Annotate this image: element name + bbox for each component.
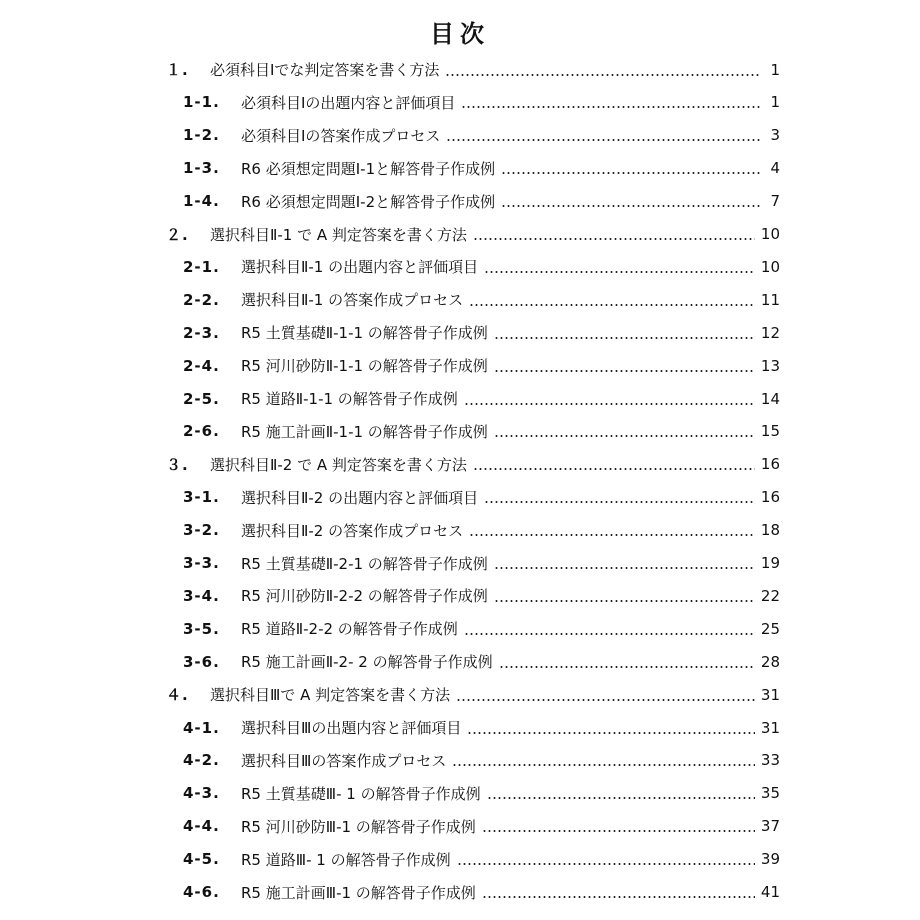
toc-entry-number: 1-1.	[183, 93, 220, 112]
dot-leader	[494, 567, 755, 569]
toc-entry-title: R6 必須想定問題Ⅰ-1と解答骨子作成例	[241, 159, 496, 178]
toc-entry-number: 4-6.	[183, 883, 220, 901]
toc-page-number: 16	[760, 455, 780, 474]
toc-entry-number: 1-3.	[183, 159, 220, 178]
toc-page-number: 18	[760, 521, 780, 540]
toc-entry-title: 選択科目Ⅲの出題内容と評価項目	[241, 719, 462, 737]
toc-entry-number: 3-6.	[183, 652, 220, 671]
toc-entry-title: R5 道路Ⅲ- 1 の解答骨子作成例	[241, 850, 451, 869]
toc-entry-number: ４.	[166, 686, 189, 705]
toc-entry-number: 2-5.	[183, 389, 220, 408]
dot-leader	[494, 600, 755, 602]
toc-page-number: 11	[760, 290, 780, 309]
toc-entry-number: 3-1.	[183, 488, 220, 507]
toc-page-number: 10	[760, 257, 780, 276]
toc-chapter-entry[interactable]	[0, 218, 920, 251]
toc-section-entry[interactable]	[0, 744, 920, 777]
toc-entry-number: 3-5.	[183, 619, 220, 638]
toc-section-entry[interactable]	[0, 514, 920, 547]
toc-entry-title: R5 土質基礎Ⅱ-1-1 の解答骨子作成例	[241, 324, 488, 343]
toc-entry-number: 2-4.	[183, 356, 220, 375]
dot-leader	[484, 271, 755, 273]
toc-section-entry[interactable]	[0, 349, 920, 382]
toc-chapter-entry[interactable]	[0, 448, 920, 481]
toc-entry-number: 2-2.	[183, 290, 220, 309]
toc-page-number: 19	[760, 554, 780, 572]
toc-section-entry[interactable]	[0, 579, 920, 612]
dot-leader	[452, 764, 755, 766]
toc-section-entry[interactable]	[0, 415, 920, 448]
dot-leader	[469, 304, 755, 306]
toc-section-entry[interactable]	[0, 876, 920, 909]
toc-page-number: 41	[760, 883, 780, 901]
toc-entry-title: R5 施工計画Ⅲ-1 の解答骨子作成例	[241, 883, 476, 902]
toc-entry-title: 必須科目Ⅰでな判定答案を書く方法	[210, 61, 440, 79]
dot-leader	[469, 534, 755, 536]
toc-page-number: 33	[760, 751, 780, 770]
toc-entry-title: 選択科目Ⅱ-1 で A 判定答案を書く方法	[210, 225, 467, 244]
toc-entry-number: 1-4.	[183, 192, 220, 211]
toc-page-number: 31	[760, 718, 780, 737]
toc-entry-number: 1-2.	[183, 126, 220, 145]
toc-page-number: 10	[760, 225, 780, 243]
toc-page-number: 28	[760, 652, 780, 671]
toc-entry-number: 4-1.	[183, 718, 220, 737]
toc-entry-title: R5 道路Ⅱ-1-1 の解答骨子作成例	[241, 390, 458, 408]
toc-entry-title: R5 河川砂防Ⅱ-2-2 の解答骨子作成例	[241, 587, 488, 606]
toc-entry-number: ２.	[166, 225, 189, 244]
toc-entry-title: R5 土質基礎Ⅱ-2-1 の解答骨子作成例	[241, 554, 488, 573]
toc-entry-title: R6 必須想定問題Ⅰ-2と解答骨子作成例	[241, 192, 496, 211]
dot-leader	[501, 205, 760, 207]
toc-entry-title: 選択科目Ⅱ-1 の出題内容と評価項目	[241, 258, 479, 277]
toc-section-entry[interactable]	[0, 481, 920, 514]
toc-page-number: 4	[770, 159, 780, 178]
toc-page-number: 1	[770, 93, 780, 112]
toc-page-number: 14	[760, 389, 780, 408]
toc-section-entry[interactable]	[0, 777, 920, 810]
toc-page-number: 16	[760, 488, 780, 507]
toc-entry-number: 2-3.	[183, 323, 220, 342]
toc-section-entry[interactable]	[0, 185, 920, 218]
toc-section-entry[interactable]	[0, 547, 920, 580]
toc-entry-title: 選択科目Ⅱ-1 の答案作成プロセス	[241, 291, 464, 310]
toc-page-number: 37	[760, 817, 780, 836]
dot-leader	[484, 501, 755, 503]
dot-leader	[473, 468, 755, 470]
dot-leader	[467, 732, 755, 734]
toc-page-number: 31	[760, 685, 780, 704]
dot-leader	[464, 633, 755, 635]
toc-entry-number: 4-3.	[183, 784, 220, 803]
dot-leader	[499, 666, 755, 668]
toc-page-number: 3	[770, 126, 780, 145]
toc-page-number: 13	[760, 356, 780, 375]
toc-entry-title: R5 河川砂防Ⅱ-1-1 の解答骨子作成例	[241, 357, 488, 376]
toc-page-number: 1	[770, 60, 780, 79]
toc-entry-number: 4-5.	[183, 850, 220, 869]
dot-leader	[482, 896, 755, 898]
toc-entry-number: 3-2.	[183, 521, 220, 540]
toc-section-entry[interactable]	[0, 283, 920, 316]
dot-leader	[456, 699, 755, 701]
dot-leader	[482, 830, 755, 832]
toc-entry-number: 4-4.	[183, 817, 220, 836]
toc-section-entry[interactable]	[0, 645, 920, 678]
toc-entry-title: R5 施工計画Ⅱ-2- 2 の解答骨子作成例	[241, 653, 493, 672]
toc-page-number: 35	[760, 784, 780, 803]
toc-page-number: 39	[760, 850, 780, 869]
dot-leader	[494, 337, 755, 339]
toc-entry-title: 選択科目Ⅱ-2 で A 判定答案を書く方法	[210, 455, 467, 474]
dot-leader	[501, 172, 760, 174]
toc-section-entry[interactable]	[0, 382, 920, 415]
dot-leader	[487, 797, 755, 799]
toc-entry-title: R5 施工計画Ⅱ-1-1 の解答骨子作成例	[241, 422, 488, 441]
toc-entry-number: ３.	[166, 455, 189, 474]
toc-page-number: 25	[760, 619, 780, 638]
toc-page-number: 22	[760, 586, 780, 605]
toc-page-number: 12	[760, 323, 780, 342]
toc-section-entry[interactable]	[0, 250, 920, 283]
toc-entry-title: R5 道路Ⅱ-2-2 の解答骨子作成例	[241, 620, 458, 639]
toc-entry-title: 必須科目Ⅰの出題内容と評価項目	[241, 93, 456, 112]
toc-page-number: 7	[770, 192, 780, 211]
toc-section-entry[interactable]	[0, 810, 920, 843]
toc-page-number: 15	[760, 422, 780, 441]
toc-section-entry[interactable]	[0, 119, 920, 152]
toc-chapter-entry[interactable]	[0, 678, 920, 711]
toc-entry-number: 3-4.	[183, 586, 220, 605]
toc-entry-title: 選択科目Ⅱ-2 の出題内容と評価項目	[241, 488, 479, 507]
toc-entry-title: R5 土質基礎Ⅲ- 1 の解答骨子作成例	[241, 784, 481, 803]
toc-entry-title: R5 河川砂防Ⅲ-1 の解答骨子作成例	[241, 817, 476, 836]
dot-leader	[445, 74, 760, 76]
toc-entry-title: 選択科目Ⅲで A 判定答案を書く方法	[210, 686, 451, 705]
toc-entry-number: 2-6.	[183, 422, 220, 441]
toc-section-entry[interactable]	[0, 711, 920, 744]
toc-entry-number: 3-3.	[183, 554, 220, 572]
toc-entry-number: 4-2.	[183, 751, 220, 770]
toc-section-entry[interactable]	[0, 612, 920, 645]
dot-leader	[494, 370, 755, 372]
toc-entry-number: １.	[166, 61, 189, 79]
toc-section-entry[interactable]	[0, 86, 920, 119]
toc-entry-title: 選択科目Ⅲの答案作成プロセス	[241, 751, 447, 770]
toc-entry-number: 2-1.	[183, 257, 220, 276]
toc-section-entry[interactable]	[0, 316, 920, 349]
toc-chapter-entry[interactable]	[0, 53, 920, 86]
page-title: 目次	[430, 20, 490, 48]
toc-entry-title: 選択科目Ⅱ-2 の答案作成プロセス	[241, 521, 464, 540]
toc-section-entry[interactable]	[0, 843, 920, 876]
dot-leader	[473, 238, 755, 240]
dot-leader	[494, 435, 755, 437]
dot-leader	[464, 403, 755, 405]
dot-leader	[461, 106, 760, 108]
dot-leader	[457, 863, 755, 865]
toc-entry-title: 必須科目Ⅰの答案作成プロセス	[241, 126, 441, 145]
toc-section-entry[interactable]	[0, 152, 920, 185]
dot-leader	[446, 139, 760, 141]
